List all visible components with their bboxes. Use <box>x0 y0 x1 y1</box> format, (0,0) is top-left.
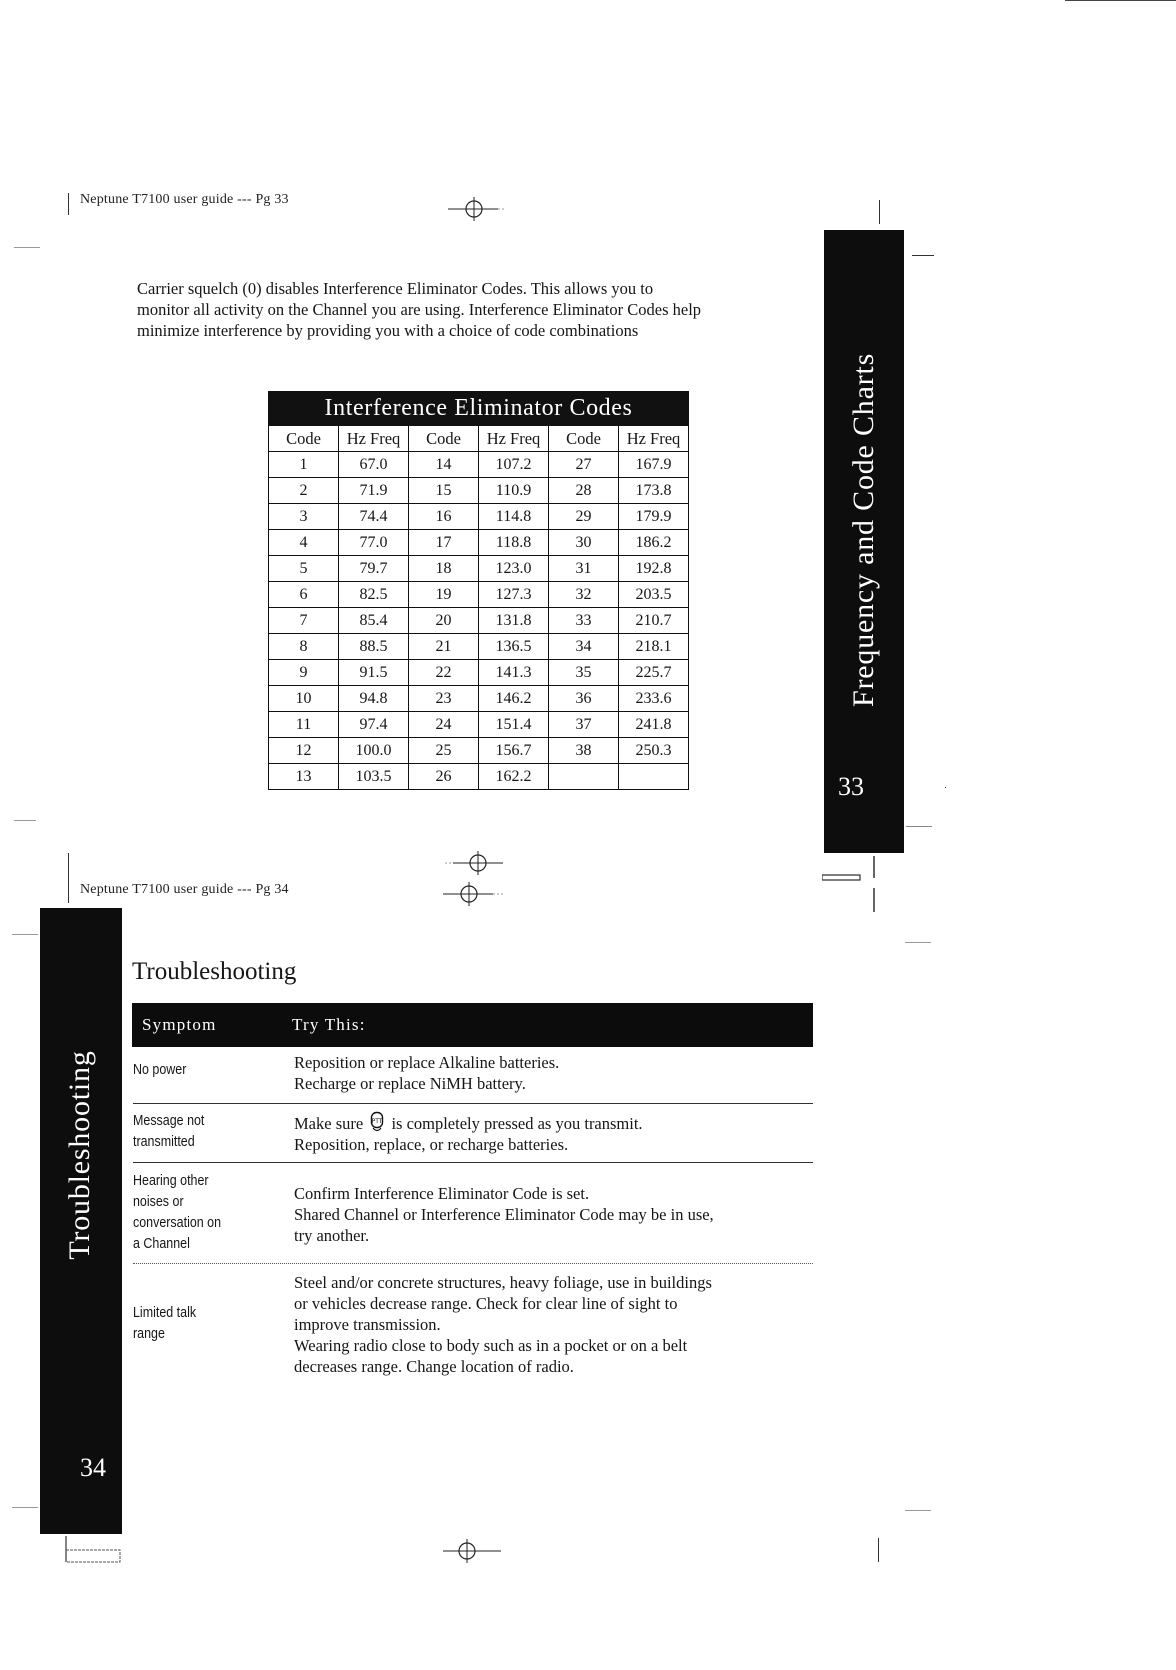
code-cell: 23 <box>409 686 479 712</box>
crop-mark <box>68 853 69 903</box>
frequency-cell: 118.8 <box>479 530 549 556</box>
frequency-cell: 210.7 <box>619 608 689 634</box>
intro-line: Carrier squelch (0) disables Interference Eliminator Codes. This allows you to <box>137 279 654 298</box>
code-cell: 35 <box>549 660 619 686</box>
table-row <box>269 582 689 608</box>
fix-line: Wearing radio close to body such as in a pocket or on a belt <box>294 1336 688 1355</box>
frequency-cell: 151.4 <box>479 712 549 738</box>
registration-mark-icon <box>443 879 505 909</box>
fix-line: Steel and/or concrete structures, heavy foliage, use in buildings <box>294 1273 712 1292</box>
side-tab-label: Troubleshooting <box>63 1050 96 1260</box>
frequency-cell: 107.2 <box>479 452 549 478</box>
symptom-cell <box>133 1111 204 1153</box>
crop-mark <box>912 255 934 256</box>
frequency-cell: 91.5 <box>339 660 409 686</box>
code-cell: 31 <box>549 556 619 582</box>
frequency-cell: 167.9 <box>619 452 689 478</box>
intro-line: minimize interference by providing you with a choice of code combinations <box>137 321 639 340</box>
crop-mark <box>14 247 40 248</box>
fix-text: is completely pressed as you transmit. <box>391 1114 643 1133</box>
frequency-cell: 67.0 <box>339 452 409 478</box>
interference-codes-table <box>268 391 689 790</box>
frequency-cell: 186.2 <box>619 530 689 556</box>
table-row <box>269 530 689 556</box>
frequency-cell: 82.5 <box>339 582 409 608</box>
code-cell: 26 <box>409 764 479 790</box>
frequency-cell: 127.3 <box>479 582 549 608</box>
frequency-cell: 114.8 <box>479 504 549 530</box>
fix-line: Confirm Interference Eliminator Code is set. <box>294 1184 590 1203</box>
frequency-cell: 97.4 <box>339 712 409 738</box>
code-cell: 2 <box>269 478 339 504</box>
intro-line: monitor all activity on the Channel you are using. Interference Eliminator Codes help <box>137 300 702 319</box>
code-cell: 19 <box>409 582 479 608</box>
code-cell: 18 <box>409 556 479 582</box>
crop-mark <box>905 942 931 943</box>
frequency-cell: 156.7 <box>479 738 549 764</box>
symptom-line: Limited talk <box>133 1305 197 1321</box>
frequency-cell: 77.0 <box>339 530 409 556</box>
frequency-cell: 173.8 <box>619 478 689 504</box>
code-cell: 27 <box>549 452 619 478</box>
code-cell: 4 <box>269 530 339 556</box>
frequency-cell: 131.8 <box>479 608 549 634</box>
fix-cell <box>294 1272 712 1377</box>
table-row <box>269 608 689 634</box>
fix-cell <box>294 1052 559 1094</box>
code-cell: 15 <box>409 478 479 504</box>
code-cell: 10 <box>269 686 339 712</box>
svg-text:PTT: PTT <box>371 1118 383 1125</box>
code-cell: 3 <box>269 504 339 530</box>
page-number: 34 <box>80 1453 106 1482</box>
frequency-cell: 225.7 <box>619 660 689 686</box>
code-cell: 34 <box>549 634 619 660</box>
registration-mark-icon <box>448 194 508 224</box>
frequency-cell: 136.5 <box>479 634 549 660</box>
crop-mark <box>68 193 69 215</box>
frequency-cell: 250.3 <box>619 738 689 764</box>
column-header: Code <box>549 426 619 452</box>
side-tab-34 <box>40 908 122 1534</box>
crop-mark <box>945 787 946 788</box>
code-cell: 37 <box>549 712 619 738</box>
side-tab-label: Frequency and Code Charts <box>847 352 880 707</box>
code-cell: 8 <box>269 634 339 660</box>
code-cell: 6 <box>269 582 339 608</box>
fix-line: improve transmission. <box>294 1315 441 1334</box>
symptom-line: No power <box>133 1062 187 1078</box>
code-cell: 25 <box>409 738 479 764</box>
row-divider <box>133 1103 813 1104</box>
crop-mark <box>906 826 932 827</box>
symptom-line: conversation on <box>133 1215 222 1231</box>
crop-mark <box>14 820 36 821</box>
side-tab-33 <box>824 230 904 853</box>
page-33-header: Neptune T7100 user guide --- Pg 33 <box>80 192 289 207</box>
code-cell: 13 <box>269 764 339 790</box>
fix-line: decreases range. Change location of radio. <box>294 1357 574 1376</box>
crop-bracket-icon <box>64 1536 124 1566</box>
table-row <box>269 556 689 582</box>
fix-line: try another. <box>294 1226 370 1245</box>
symptom-line: Message not <box>133 1113 205 1129</box>
table-row <box>269 634 689 660</box>
code-cell: 21 <box>409 634 479 660</box>
symptom-line: range <box>133 1326 165 1342</box>
frequency-cell: 192.8 <box>619 556 689 582</box>
table-body <box>269 452 689 790</box>
code-cell: 1 <box>269 452 339 478</box>
fix-line: Reposition, replace, or recharge batteries. <box>294 1135 569 1154</box>
code-cell: 24 <box>409 712 479 738</box>
frequency-cell: 123.0 <box>479 556 549 582</box>
symptom-line: transmitted <box>133 1134 195 1150</box>
symptom-line: noises or <box>133 1194 184 1210</box>
symptom-cell <box>133 1171 221 1255</box>
code-cell <box>549 764 619 790</box>
table-row <box>269 504 689 530</box>
fix-line: Recharge or replace NiMH battery. <box>294 1074 526 1093</box>
frequency-cell: 162.2 <box>479 764 549 790</box>
fix-line: or vehicles decrease range. Check for clear line of sight to <box>294 1294 678 1313</box>
code-cell: 33 <box>549 608 619 634</box>
frequency-cell: 85.4 <box>339 608 409 634</box>
crop-bracket-icon <box>822 856 882 916</box>
crop-mark <box>905 1510 931 1511</box>
code-cell: 22 <box>409 660 479 686</box>
code-cell: 9 <box>269 660 339 686</box>
column-header: Symptom <box>142 1015 217 1034</box>
code-cell: 16 <box>409 504 479 530</box>
column-header: Hz Freq <box>619 426 689 452</box>
code-cell: 30 <box>549 530 619 556</box>
column-header: Hz Freq <box>339 426 409 452</box>
symptom-cell <box>133 1303 196 1345</box>
troubleshooting-title: Troubleshooting <box>132 958 297 985</box>
page-number: 33 <box>838 772 864 801</box>
intro-paragraph <box>137 278 817 341</box>
frequency-cell: 74.4 <box>339 504 409 530</box>
code-cell: 32 <box>549 582 619 608</box>
table-row <box>269 764 689 790</box>
registration-mark-icon <box>443 1536 503 1566</box>
frequency-cell: 218.1 <box>619 634 689 660</box>
crop-mark <box>878 1538 879 1562</box>
frequency-cell: 88.5 <box>339 634 409 660</box>
table-row <box>269 738 689 764</box>
frequency-cell: 146.2 <box>479 686 549 712</box>
crop-mark <box>12 1507 38 1508</box>
frequency-cell: 100.0 <box>339 738 409 764</box>
symptom-line: Hearing other <box>133 1173 209 1189</box>
registration-mark-icon <box>445 848 505 878</box>
troubleshooting-table-header <box>132 1003 813 1047</box>
page-34-header: Neptune T7100 user guide --- Pg 34 <box>80 882 289 897</box>
frequency-cell: 141.3 <box>479 660 549 686</box>
frequency-cell: 71.9 <box>339 478 409 504</box>
column-header: Code <box>269 426 339 452</box>
frequency-cell <box>619 764 689 790</box>
table-row <box>269 452 689 478</box>
column-header: Code <box>409 426 479 452</box>
fix-cell <box>294 1111 643 1155</box>
code-cell: 29 <box>549 504 619 530</box>
fix-cell <box>294 1183 714 1246</box>
frequency-cell: 233.6 <box>619 686 689 712</box>
code-cell: 17 <box>409 530 479 556</box>
frequency-cell: 241.8 <box>619 712 689 738</box>
fix-text: Make sure <box>294 1114 364 1133</box>
crop-mark <box>1065 0 1176 1</box>
crop-mark <box>12 934 38 935</box>
column-header: Hz Freq <box>479 426 549 452</box>
fix-line: Shared Channel or Interference Eliminator Code may be in use, <box>294 1205 714 1224</box>
frequency-cell: 103.5 <box>339 764 409 790</box>
column-header: Try This: <box>292 1015 366 1034</box>
frequency-cell: 94.8 <box>339 686 409 712</box>
table-row <box>269 660 689 686</box>
code-cell: 5 <box>269 556 339 582</box>
code-cell: 12 <box>269 738 339 764</box>
row-divider <box>133 1263 813 1264</box>
table-header-row <box>269 426 689 452</box>
fix-line: Reposition or replace Alkaline batteries. <box>294 1053 560 1072</box>
row-divider <box>133 1162 813 1163</box>
table-row <box>269 712 689 738</box>
ptt-button-icon <box>370 1111 384 1133</box>
table-row <box>269 478 689 504</box>
frequency-cell: 79.7 <box>339 556 409 582</box>
symptom-line: a Channel <box>133 1236 190 1252</box>
table-row <box>269 686 689 712</box>
frequency-cell: 203.5 <box>619 582 689 608</box>
code-cell: 38 <box>549 738 619 764</box>
frequency-cell: 179.9 <box>619 504 689 530</box>
code-cell: 28 <box>549 478 619 504</box>
symptom-cell <box>133 1060 186 1081</box>
frequency-cell: 110.9 <box>479 478 549 504</box>
crop-mark <box>879 200 880 224</box>
code-cell: 36 <box>549 686 619 712</box>
code-cell: 7 <box>269 608 339 634</box>
code-cell: 20 <box>409 608 479 634</box>
table-title: Interference Eliminator Codes <box>269 392 689 426</box>
code-cell: 11 <box>269 712 339 738</box>
code-cell: 14 <box>409 452 479 478</box>
